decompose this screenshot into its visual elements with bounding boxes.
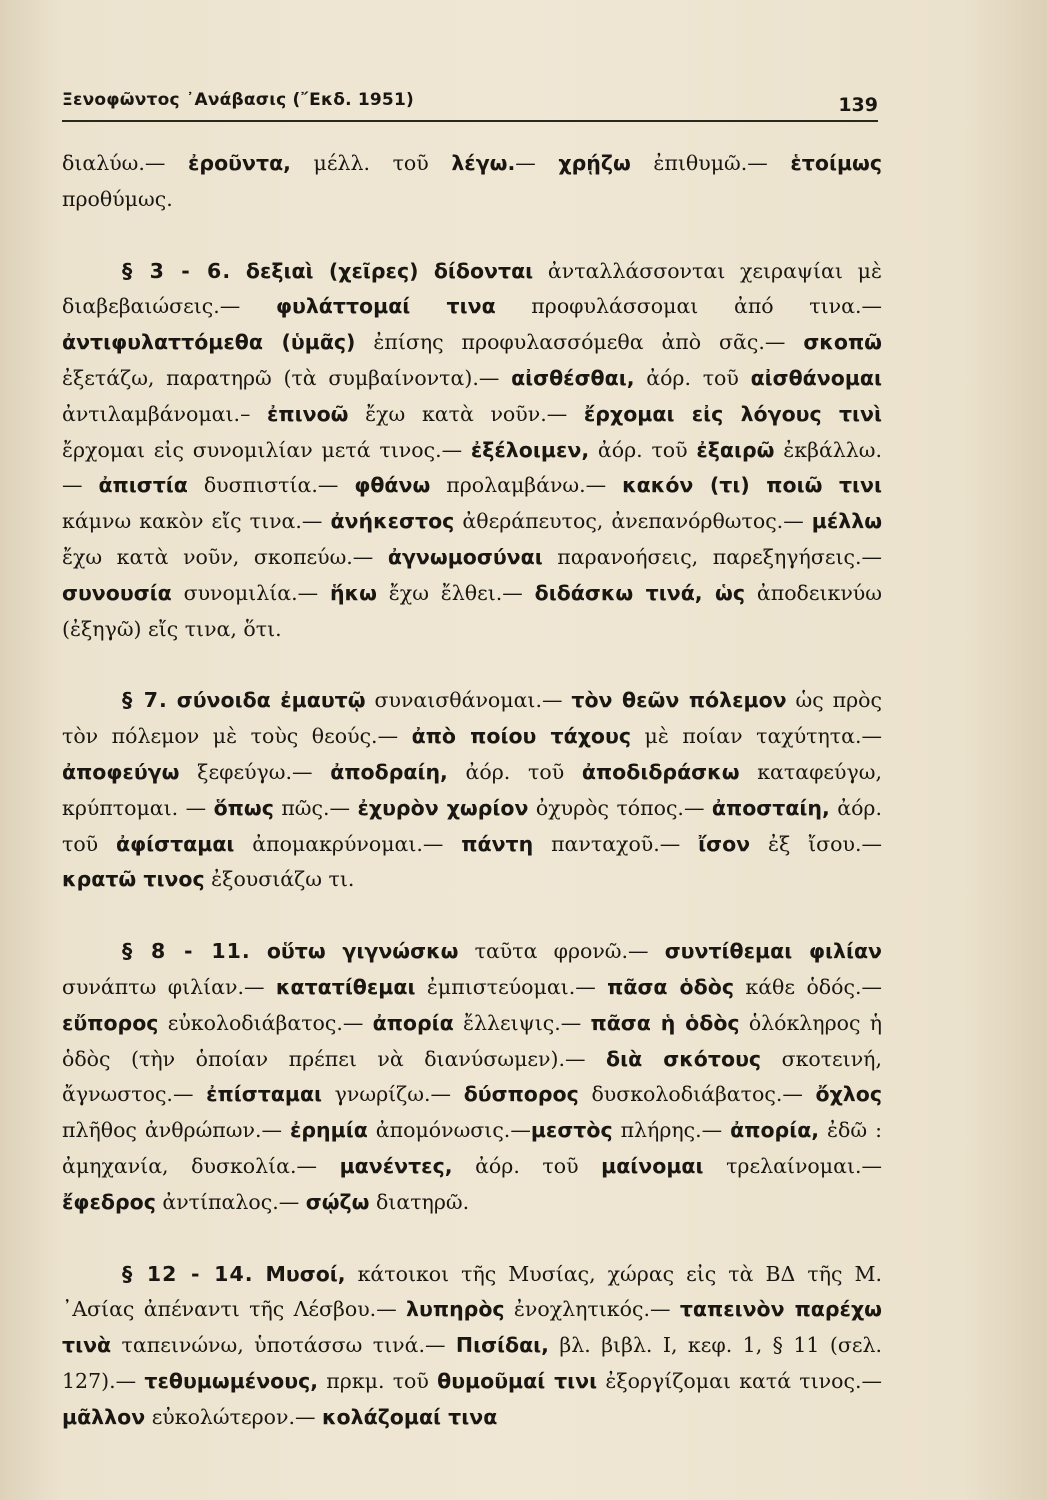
gloss-text: ὡς πρὸς τὸν πόλεμον μὲ τοὺς θεούς.— xyxy=(62,688,882,749)
headword: ἀποσταίη, xyxy=(711,795,830,820)
gloss-text: συνομιλία.— xyxy=(171,580,330,605)
gloss-text: ἀόρ. τοῦ xyxy=(634,365,751,390)
gloss-text: ἀντιλαμβάνομαι.– xyxy=(62,401,267,426)
headword: κολάζομαί τινα xyxy=(321,1404,498,1429)
gloss-text: πλήρης.— xyxy=(612,1118,731,1143)
headword: Πισίδαι, xyxy=(455,1333,549,1358)
headword: ἀποδιδράσκω xyxy=(581,759,740,784)
gloss-text: ἔχω ἔλθει.— xyxy=(376,580,535,605)
gloss-text: προθύμως. xyxy=(62,186,173,211)
headword: φυλάττομαί τινα xyxy=(275,294,496,319)
headword: διδάσκω τινά, ὡς xyxy=(534,580,746,605)
gloss-text: ἐδῶ : ἀμηχανία, δυσκολία.— xyxy=(62,1118,883,1178)
gloss-text: ταπεινώνω, ὑποτάσσω τινά.— xyxy=(111,1333,456,1358)
headword: σκοπῶ xyxy=(803,330,882,355)
gloss-text: ξεφεύγω.— xyxy=(179,759,331,784)
headword: διὰ σκότους xyxy=(606,1046,762,1071)
headword: ἔφεδρος xyxy=(62,1189,156,1214)
paragraph-gap xyxy=(62,647,882,683)
gloss-text: μὲ ποίαν ταχύτητα.— xyxy=(631,724,882,749)
gloss-text: ἐξ ἴσου.— xyxy=(750,831,882,856)
headword: ἐξαιρῶ xyxy=(696,437,775,462)
gloss-text: ἀπομακρύνομαι.— xyxy=(234,831,462,856)
headword: κρατῶ τινος xyxy=(62,867,205,892)
gloss-text: ἐξουσιάζω τι. xyxy=(204,867,355,892)
gloss-text: ἐπιθυμῶ.— xyxy=(630,151,791,175)
headword: ἀγνωμοσύναι xyxy=(387,544,543,569)
gloss-text: ἀποδεικνύω (ἐξηγῶ) εἴς τινα, ὅτι. xyxy=(62,580,882,641)
headword: τὸν θεῶν πόλεμον xyxy=(571,688,787,713)
headword: λέγω. xyxy=(451,151,516,175)
gloss-text: ἔρχομαι εἰς συνομιλίαν μετά τινος.— xyxy=(62,437,471,462)
headword: ὅπως xyxy=(213,795,274,820)
section-marker: § 7. xyxy=(122,688,168,713)
gloss-text: ἀντίπαλος.— xyxy=(155,1189,306,1214)
glossary-text xyxy=(62,146,882,1436)
headword: ἀποδραίη, xyxy=(330,759,448,784)
paragraph-gap xyxy=(62,1221,882,1257)
running-title: Ξενοφῶντος ᾿Ανάβασις (῎Εκδ. 1951) xyxy=(62,90,414,110)
gloss-text: συναισθάνομαι.— xyxy=(365,688,572,713)
headword: τεθυμωμένους, xyxy=(144,1368,319,1393)
headword: κακόν (τι) ποιῶ τινι xyxy=(622,473,882,498)
headword: ἴσον xyxy=(698,831,751,856)
gloss-text: ἔχω κατὰ νοῦν.— xyxy=(348,401,584,426)
headword: συνουσία xyxy=(62,580,172,605)
section-marker: § 8 - 11. xyxy=(122,939,251,964)
headword: ὄχλος xyxy=(815,1082,883,1107)
page-header xyxy=(62,86,878,122)
headword: ἥκω xyxy=(329,580,377,605)
gloss-text: ἐκβάλλω.— xyxy=(62,437,882,498)
headword: λυπηρὸς xyxy=(406,1297,505,1322)
gloss-text: βλ. βιβλ. Ι, κεφ. 1, § 11 (σελ. 127).— xyxy=(62,1333,882,1393)
headword: μαίνομαι xyxy=(601,1153,704,1178)
headword: μέλλω xyxy=(811,509,883,534)
gloss-text: ταῦτα φρονῶ.— xyxy=(458,939,665,964)
headword: μεστὸς xyxy=(530,1118,613,1143)
headword: εὔπορος xyxy=(62,1010,159,1035)
headword: σύνοιδα ἐμαυτῷ xyxy=(176,688,366,713)
gloss-text: προλαμβάνω.— xyxy=(430,473,623,498)
headword: ἀνήκεστος xyxy=(330,509,455,534)
gloss-text: κάμνω κακὸν εἴς τινα.— xyxy=(62,509,331,534)
headword: ἐροῦντα, xyxy=(188,151,291,175)
gloss-text: πανταχοῦ.— xyxy=(533,831,699,856)
paragraph-gap xyxy=(62,898,882,934)
headword: αἰσθέσθαι, xyxy=(511,365,635,390)
gloss-text: πλῆθος ἀνθρώπων.— xyxy=(62,1118,290,1143)
headword: ἀντιφυλαττόμεθα (ὑμᾶς) xyxy=(62,330,356,355)
headword: ἐχυρὸν χωρίον xyxy=(357,795,529,820)
headword: ἀπορία xyxy=(372,1010,454,1035)
headword: πάντη xyxy=(461,831,534,856)
gloss-text: συνάπτω φιλίαν.— xyxy=(62,974,276,999)
headword: ἀπορία, xyxy=(730,1118,820,1143)
gloss-text: ἀθεράπευτος, ἀνεπανόρθωτος.— xyxy=(454,509,812,534)
gloss-text: ἐξετάζω, παρατηρῶ (τὰ συμβαίνοντα).— xyxy=(62,365,512,390)
gloss-text: καταφεύγω, κρύπτομαι. — xyxy=(62,759,883,820)
headword: ἐπινοῶ xyxy=(266,401,349,426)
gloss-text: πῶς.— xyxy=(273,795,358,820)
headword: οὕτω γιγνώσκω xyxy=(266,939,459,964)
headword: ταπεινὸν παρέχω τινὰ xyxy=(62,1297,882,1358)
headword: Μυσοί, xyxy=(265,1261,346,1286)
headword: χρῄζω xyxy=(558,151,631,175)
headword: θυμοῦμαί τινι xyxy=(437,1368,598,1393)
gloss-text: ἐξοργίζομαι κατά τινος.— xyxy=(597,1368,882,1393)
gloss-text: διατηρῶ. xyxy=(369,1189,470,1214)
headword: ἑτοίμως xyxy=(790,151,882,175)
headword: ἐρημία xyxy=(289,1118,368,1143)
gloss-text: ἀόρ. τοῦ xyxy=(589,437,697,462)
gloss-text: δυσπιστία.— xyxy=(187,473,355,498)
headword: σῴζω xyxy=(305,1189,370,1214)
gloss-text: ἐμπιστεύομαι.— xyxy=(415,974,608,999)
headword: πᾶσα ὁδὸς xyxy=(607,974,734,999)
headword: δεξιαὶ (χεῖρες) δίδονται xyxy=(245,258,534,283)
section-marker: § 3 - 6. xyxy=(122,258,232,283)
gloss-text: διαλύω.— xyxy=(62,151,189,175)
headword: μανέντες, xyxy=(339,1153,453,1178)
headword: ἀφίσταμαι xyxy=(116,831,235,856)
gloss-text: ἀόρ. τοῦ xyxy=(62,795,882,856)
headword: ἀποφεύγω xyxy=(62,759,180,784)
gloss-text: — xyxy=(515,151,559,175)
gloss-text: μέλλ. τοῦ xyxy=(290,151,452,175)
gloss-text: ἔχω κατὰ νοῦν, σκοπεύω.— xyxy=(62,544,388,569)
headword: ἀπὸ ποίου τάχους xyxy=(411,724,631,749)
headword: αἰσθάνομαι xyxy=(750,365,882,390)
section-marker: § 12 - 14. xyxy=(122,1261,254,1286)
gloss-text: ἀόρ. τοῦ xyxy=(447,759,582,784)
gloss-text: παρανοήσεις, παρεξηγήσεις.— xyxy=(542,544,882,569)
gloss-text: ἐπίσης προφυλασσόμεθα ἀπὸ σᾶς.— xyxy=(355,330,804,355)
glossary-paragraph xyxy=(62,146,882,218)
headword: ἔρχομαι εἰς λόγους τινὶ xyxy=(583,401,882,426)
gloss-text: κάθε ὁδός.— xyxy=(733,974,882,999)
gloss-text: ἀόρ. τοῦ xyxy=(452,1153,602,1178)
gloss-text: γνωρίζω.— xyxy=(322,1082,464,1107)
glossary-paragraph xyxy=(62,1257,882,1436)
glossary-paragraph xyxy=(62,683,882,898)
headword: συντίθεμαι φιλίαν xyxy=(664,939,882,964)
gloss-text: ἐνοχλητικός.— xyxy=(504,1297,680,1322)
gloss-text: ὁλόκληρος ἡ ὁδὸς (τὴν ὁποίαν πρέπει νὰ διανύσωμεν).— xyxy=(62,1010,882,1071)
gloss-text: τρελαίνομαι.— xyxy=(703,1153,882,1178)
gloss-text: δυσκολοδιάβατος.— xyxy=(578,1082,816,1107)
glossary-paragraph xyxy=(62,254,882,648)
headword: φθάνω xyxy=(354,473,431,498)
glossary-paragraph xyxy=(62,934,882,1220)
gloss-text: εὐκολοδιάβατος.— xyxy=(158,1010,373,1035)
page-number: 139 xyxy=(838,94,878,116)
headword: κατατίθεμαι xyxy=(275,974,416,999)
gloss-text: ἔλλειψις.— xyxy=(453,1010,591,1035)
headword: μᾶλλον xyxy=(62,1404,146,1429)
gloss-text: πρκμ. τοῦ xyxy=(318,1368,438,1393)
gloss-text: ἀπομόνωσις.— xyxy=(367,1118,531,1143)
paragraph-gap xyxy=(62,218,882,254)
gloss-text: σκοτεινή, ἄγνωστος.— xyxy=(62,1046,882,1107)
gloss-text: προφυλάσσομαι ἀπό τινα.— xyxy=(495,294,882,319)
headword: δύσπορος xyxy=(463,1082,579,1107)
headword: ἐξέλοιμεν, xyxy=(470,437,590,462)
gloss-text: ὀχυρὸς τόπος.— xyxy=(528,795,712,820)
headword: πᾶσα ἡ ὁδὸς xyxy=(590,1010,740,1035)
gloss-text: εὐκολώτερον.— xyxy=(145,1404,322,1429)
gloss-text: κάτοικοι τῆς Μυσίας, χώρας εἰς τὰ ΒΔ τῆς Μ. ᾿Ασίας ἀπέναντι τῆς Λέσβου.— xyxy=(62,1261,882,1322)
gloss-text: ἀνταλλάσσονται χειραψίαι μὲ διαβεβαιώσεις.— xyxy=(62,258,882,319)
headword: ἀπιστία xyxy=(98,473,188,498)
headword: ἐπίσταμαι xyxy=(206,1082,323,1107)
